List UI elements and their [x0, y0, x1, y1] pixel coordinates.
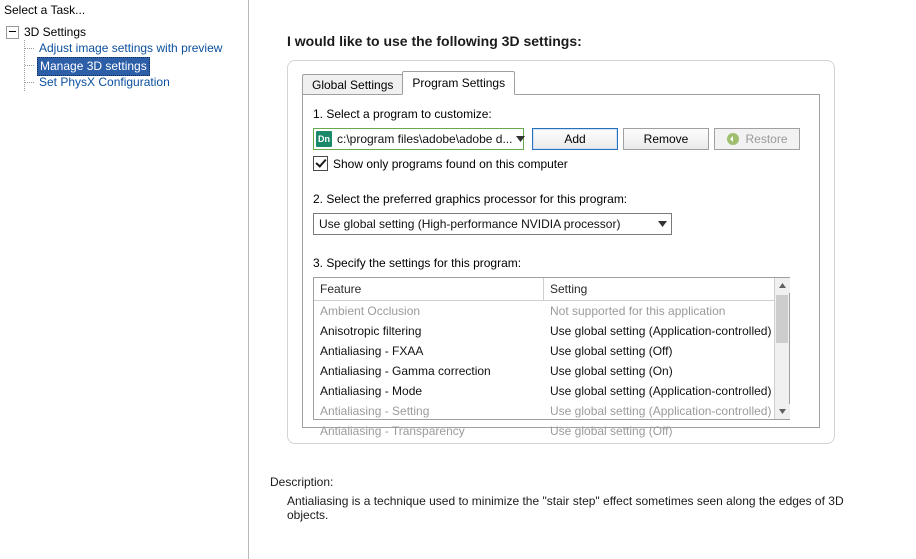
show-only-programs-checkbox[interactable]	[313, 156, 568, 171]
tab-strip	[302, 73, 514, 95]
chevron-down-icon[interactable]	[654, 214, 671, 234]
collapse-icon[interactable]	[6, 26, 19, 39]
restore-button[interactable]	[714, 128, 800, 150]
cell-feature: Antialiasing - Transparency	[320, 424, 465, 438]
restore-button-label: Restore	[745, 132, 788, 146]
scroll-down-icon[interactable]	[775, 404, 790, 419]
remove-button[interactable]: Remove	[623, 128, 709, 150]
column-header-feature: Feature	[314, 278, 544, 300]
cell-setting: Use global setting (Application-controlled)	[550, 384, 772, 398]
grid-header	[314, 278, 789, 301]
column-header-setting: Setting	[550, 282, 588, 296]
table-row[interactable]	[314, 341, 789, 361]
sidebar-item-label: Set PhysX Configuration	[39, 75, 170, 89]
scroll-up-icon[interactable]	[775, 278, 790, 293]
task-tree	[0, 24, 248, 91]
sidebar-item-adjust-image-settings[interactable]	[25, 40, 248, 57]
cell-setting: Use global setting (Application-controlled)	[550, 324, 772, 338]
cell-feature: Antialiasing - Mode	[320, 384, 423, 398]
checkbox-box[interactable]	[313, 156, 328, 171]
grid-scrollbar[interactable]	[774, 278, 789, 419]
graphics-processor-value: Use global setting (High-performance NVIDIA processor)	[319, 217, 621, 231]
cell-setting: Use global setting (Application-controlled)	[550, 404, 772, 418]
add-button[interactable]: Add	[532, 128, 618, 150]
tab-global-settings[interactable]: Global Settings	[302, 74, 403, 96]
table-row[interactable]	[314, 361, 789, 381]
table-row[interactable]	[314, 381, 789, 401]
tree-root-3d-settings[interactable]	[6, 24, 248, 40]
settings-grid[interactable]	[313, 277, 790, 438]
task-pane	[0, 0, 249, 559]
cell-setting: Use global setting (On)	[550, 364, 673, 378]
description-text: Antialiasing is a technique used to minimize the "stair step" effect sometimes seen along the edges of 3D objects.	[287, 494, 844, 522]
sidebar-item-label: Manage 3D settings	[37, 57, 150, 76]
cell-feature: Anisotropic filtering	[320, 324, 422, 338]
description-label: Description:	[270, 475, 334, 489]
settings-panel	[287, 60, 835, 444]
tab-program-settings[interactable]: Program Settings	[402, 71, 515, 95]
tree-root-label: 3D Settings	[24, 25, 87, 39]
cell-setting: Use global setting (Off)	[550, 424, 673, 438]
sidebar-item-label: Adjust image settings with preview	[39, 41, 223, 55]
program-icon: Dn	[316, 131, 332, 147]
restore-icon	[726, 132, 740, 146]
content-pane	[250, 0, 916, 559]
step1-label: 1. Select a program to customize:	[313, 107, 492, 121]
table-row[interactable]	[314, 421, 789, 441]
sidebar-item-set-physx-configuration[interactable]	[25, 74, 248, 91]
sidebar-item-manage-3d-settings[interactable]	[25, 57, 248, 74]
cell-setting: Not supported for this application	[550, 304, 726, 318]
program-select[interactable]	[313, 128, 524, 150]
table-row[interactable]	[314, 301, 789, 321]
step3-label: 3. Specify the settings for this program:	[313, 256, 522, 270]
tree-children	[24, 40, 248, 91]
cell-setting: Use global setting (Off)	[550, 344, 673, 358]
chevron-down-icon[interactable]	[512, 129, 529, 149]
program-select-value: c:\program files\adobe\adobe d...	[337, 132, 513, 146]
grid-rows	[314, 301, 789, 441]
graphics-processor-select[interactable]	[313, 213, 672, 235]
cell-feature: Antialiasing - Gamma correction	[320, 364, 491, 378]
scrollbar-thumb[interactable]	[776, 295, 788, 343]
cell-feature: Antialiasing - Setting	[320, 404, 430, 418]
cell-feature: Ambient Occlusion	[320, 304, 421, 318]
table-row[interactable]	[314, 321, 789, 341]
page-title: I would like to use the following 3D settings:	[287, 33, 582, 49]
show-only-programs-label: Show only programs found on this computer	[333, 156, 568, 171]
cell-feature: Antialiasing - FXAA	[320, 344, 424, 358]
tab-panel-program-settings	[302, 94, 820, 438]
table-row[interactable]	[314, 401, 789, 421]
task-pane-header: Select a Task...	[4, 3, 86, 17]
step2-label: 2. Select the preferred graphics processor for this program:	[313, 192, 628, 206]
